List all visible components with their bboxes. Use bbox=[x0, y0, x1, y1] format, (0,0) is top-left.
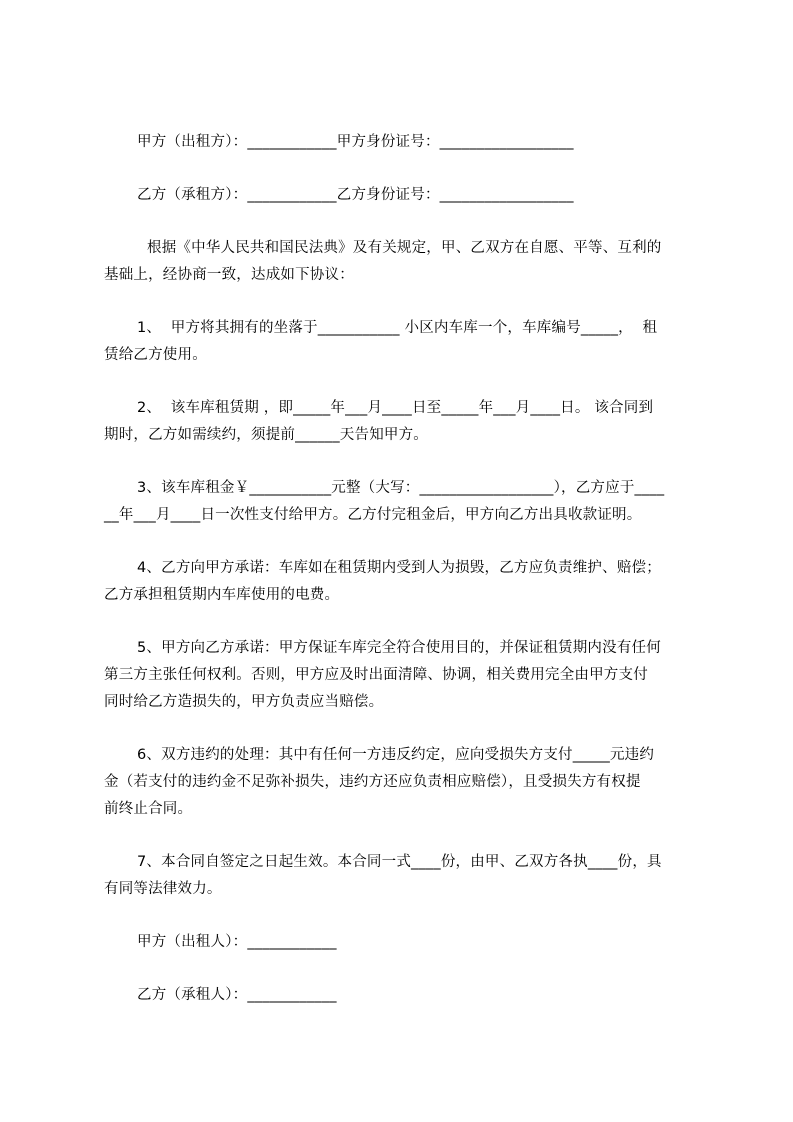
clause-5-line-2: 第三方主张任何权利。否则，甲方应及时出面清障、协调，相关费用完全由甲方支付 bbox=[104, 667, 648, 683]
party-a-info: 甲方（出租方）：____________甲方身份证号：__________________ bbox=[137, 134, 574, 150]
clause-6-line-1: 6、双方违约的处理：其中有任何一方违反约定，应向受损失方支付_____元违约 bbox=[137, 747, 655, 763]
clause-7-line-2: 有同等法律效力。 bbox=[104, 881, 222, 897]
clause-5-line-3: 同时给乙方造损失的，甲方负责应当赔偿。 bbox=[104, 694, 384, 710]
clause-6-line-2: 金（若支付的违约金不足弥补损失，违约方还应负责相应赔偿），且受损失方有权提 bbox=[104, 774, 641, 790]
party-b-info: 乙方（承租方）：____________乙方身份证号：__________________ bbox=[137, 187, 574, 203]
clause-5-line-1: 5、甲方向乙方承诺：甲方保证车库完全符合使用目的，并保证租赁期内没有任何 bbox=[137, 640, 661, 656]
clause-7-line-1: 7、本合同自签定之日起生效。本合同一式____份，由甲、乙双方各执____份，具 bbox=[137, 854, 662, 870]
clause-4-line-2: 乙方承担租赁期内车库使用的电费。 bbox=[104, 587, 340, 603]
signature-party-a: 甲方（出租人）：____________ bbox=[137, 934, 337, 950]
clause-2-line-1: 2、 该车库租赁期 ，即_____年___月____日至_____年___月____日。 该合同到 bbox=[137, 400, 654, 416]
signature-party-b: 乙方（承租人）：____________ bbox=[137, 987, 337, 1003]
preamble-line-1: 根据《中华人民共和国民法典》及有关规定，甲、乙双方在自愿、平等、互利的 bbox=[147, 240, 662, 256]
clause-2-line-2: 期时，乙方如需续约，须提前______天告知甲方。 bbox=[104, 427, 428, 443]
clause-3-line-1: 3、该车库租金￥___________元整（大写：__________________），乙方应于____ bbox=[137, 480, 665, 496]
clause-6-line-3: 前终止合同。 bbox=[104, 801, 193, 817]
clause-4-line-1: 4、乙方向甲方承诺：车库如在租赁期内受到人为损毁，乙方应负责维护、赔偿； bbox=[137, 560, 661, 576]
preamble-line-2: 基础上，经协商一致，达成如下协议： bbox=[104, 267, 354, 283]
clause-3-line-2: __年___月____日一次性支付给甲方。乙方付完租金后，甲方向乙方出具收款证明。 bbox=[104, 507, 642, 523]
clause-1-line-1: 1、 甲方将其拥有的坐落于___________ 小区内车库一个，车库编号_____， 租 bbox=[137, 320, 658, 336]
clause-1-line-2: 赁给乙方使用。 bbox=[104, 347, 207, 363]
